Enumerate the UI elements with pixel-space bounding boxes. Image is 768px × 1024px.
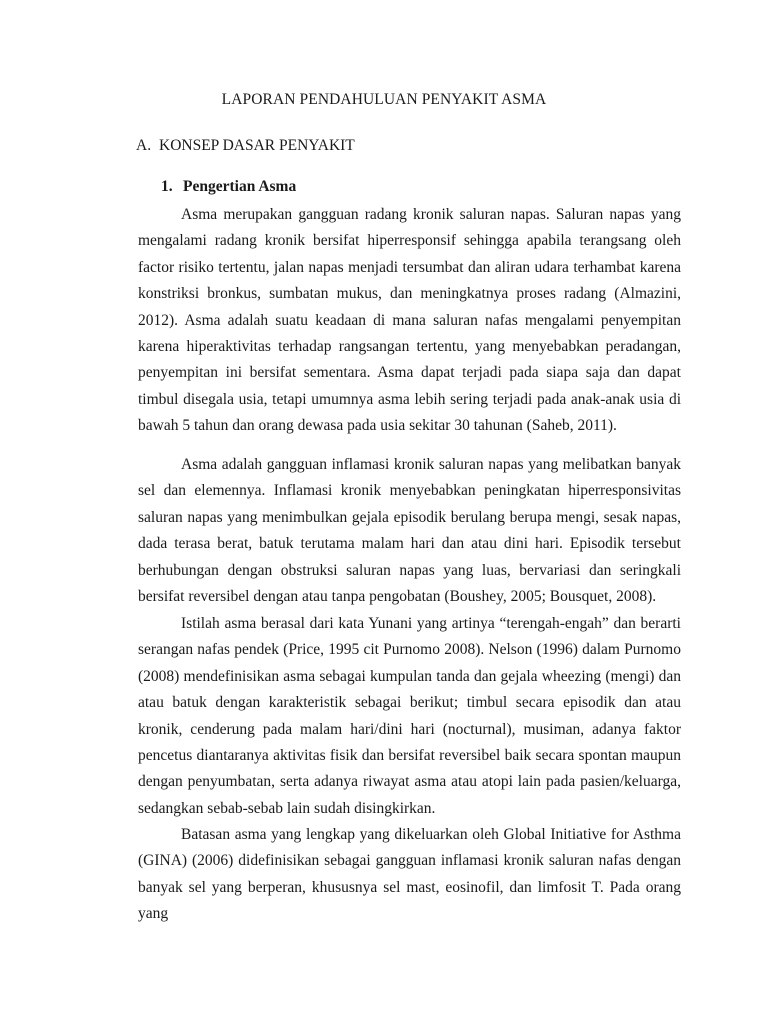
subsection-number: 1. xyxy=(161,178,173,195)
section-heading xyxy=(136,137,355,155)
paragraph: Batasan asma yang lengkap yang dikeluarkan oleh Global Initiative for Asthma (GINA) (2006) didefinisikan sebagai gangguan inflamasi kronik saluran nafas dengan banyak sel yang berperan, khususnya sel mast, eosinofil, dan limfosit T. Pada orang yang xyxy=(138,826,681,923)
document-title: LAPORAN PENDAHULUAN PENYAKIT ASMA xyxy=(221,91,547,108)
paragraph: Istilah asma berasal dari kata Yunani yang artinya “terengah-engah” dan berarti serangan nafas pendek (Price, 1995 cit Purnomo 2008). Nelson (1996) dalam Purnomo (2008) mendefinisikan asma sebagai kumpulan tanda dan gejala wheezing (mengi) dan atau batuk dengan karakteristik sebagai berikut; timbul secara episodik dan atau kronik, cenderung pada malam hari/dini hari (nocturnal), musiman, adanya faktor pencetus diantaranya aktivitas fisik dan bersifat reversibel baik secara spontan maupun dengan penyumbatan, serta adanya riwayat asma atau atopi lain pada pasien/keluarga, sedangkan sebab-sebab lain sudah disingkirkan. xyxy=(138,615,681,817)
section-title: KONSEP DASAR PENYAKIT xyxy=(159,137,355,154)
section-number: A. xyxy=(136,137,152,154)
paragraph: Asma adalah gangguan inflamasi kronik saluran napas yang melibatkan banyak sel dan elemennya. Inflamasi kronik menyebabkan peningkatan hiperresponsivitas saluran napas yang menimbulkan gejala episodik berulang berupa mengi, sesak napas, dada terasa berat, batuk terutama malam hari dan atau dini hari. Episodik tersebut berhubungan dengan obstruksi saluran napas yang luas, bervariasi dan seringkali bersifat reversibel dengan atau tanpa pengobatan (Boushey, 2005; Bousquet, 2008). xyxy=(138,456,681,606)
subsection-heading xyxy=(161,178,296,196)
paragraph: Asma merupakan gangguan radang kronik saluran napas. Saluran napas yang mengalami radang kronik bersifat hiperresponsif sehingga apabila terangsang oleh factor risiko tertentu, jalan napas menjadi tersumbat dan aliran udara terhambat karena konstriksi bronkus, sumbatan mukus, dan meningkatnya proses radang (Almazini, 2012). Asma adalah suatu keadaan di mana saluran nafas mengalami penyempitan karena hiperaktivitas terhadap rangsangan tertentu, yang menyebabkan peradangan, penyempitan ini bersifat sementara. Asma dapat terjadi pada siapa saja dan dapat timbul disegala usia, tetapi umumnya asma lebih sering terjadi pada anak-anak usia di bawah 5 tahun dan orang dewasa pada usia sekitar 30 tahunan (Saheb, 2011). xyxy=(138,206,681,435)
subsection-title: Pengertian Asma xyxy=(183,178,297,195)
